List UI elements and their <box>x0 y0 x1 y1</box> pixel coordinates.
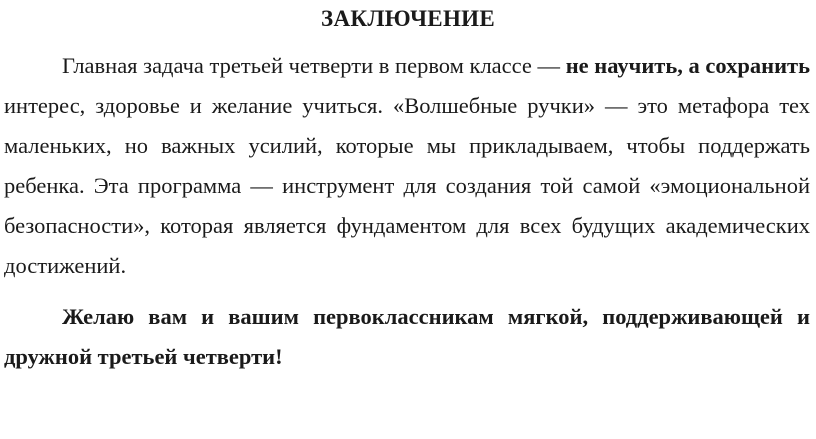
closing-wish-paragraph <box>4 297 810 377</box>
page-title: ЗАКЛЮЧЕНИЕ <box>321 6 495 31</box>
closing-wish-text: Желаю вам и вашим первоклассникам мягкой, поддерживающей и дружной третьей четверти! <box>4 304 810 369</box>
paragraph-text-rest: интерес, здоровье и желание учиться. «Волшебные ручки» — это метафора тех маленьких, но важных усилий, которые мы прикладываем, чтобы поддержать ребенка. Эта программа — инструмент для создания той самой «эмоциональной безопасности», которая является фундаментом для всех будущих академических достижений. <box>4 93 810 278</box>
paragraph-emphasis: не научить, а сохранить <box>565 53 810 78</box>
conclusion-paragraph <box>4 46 810 286</box>
paragraph-text-start: Главная задача третьей четверти в первом классе — <box>62 53 566 78</box>
